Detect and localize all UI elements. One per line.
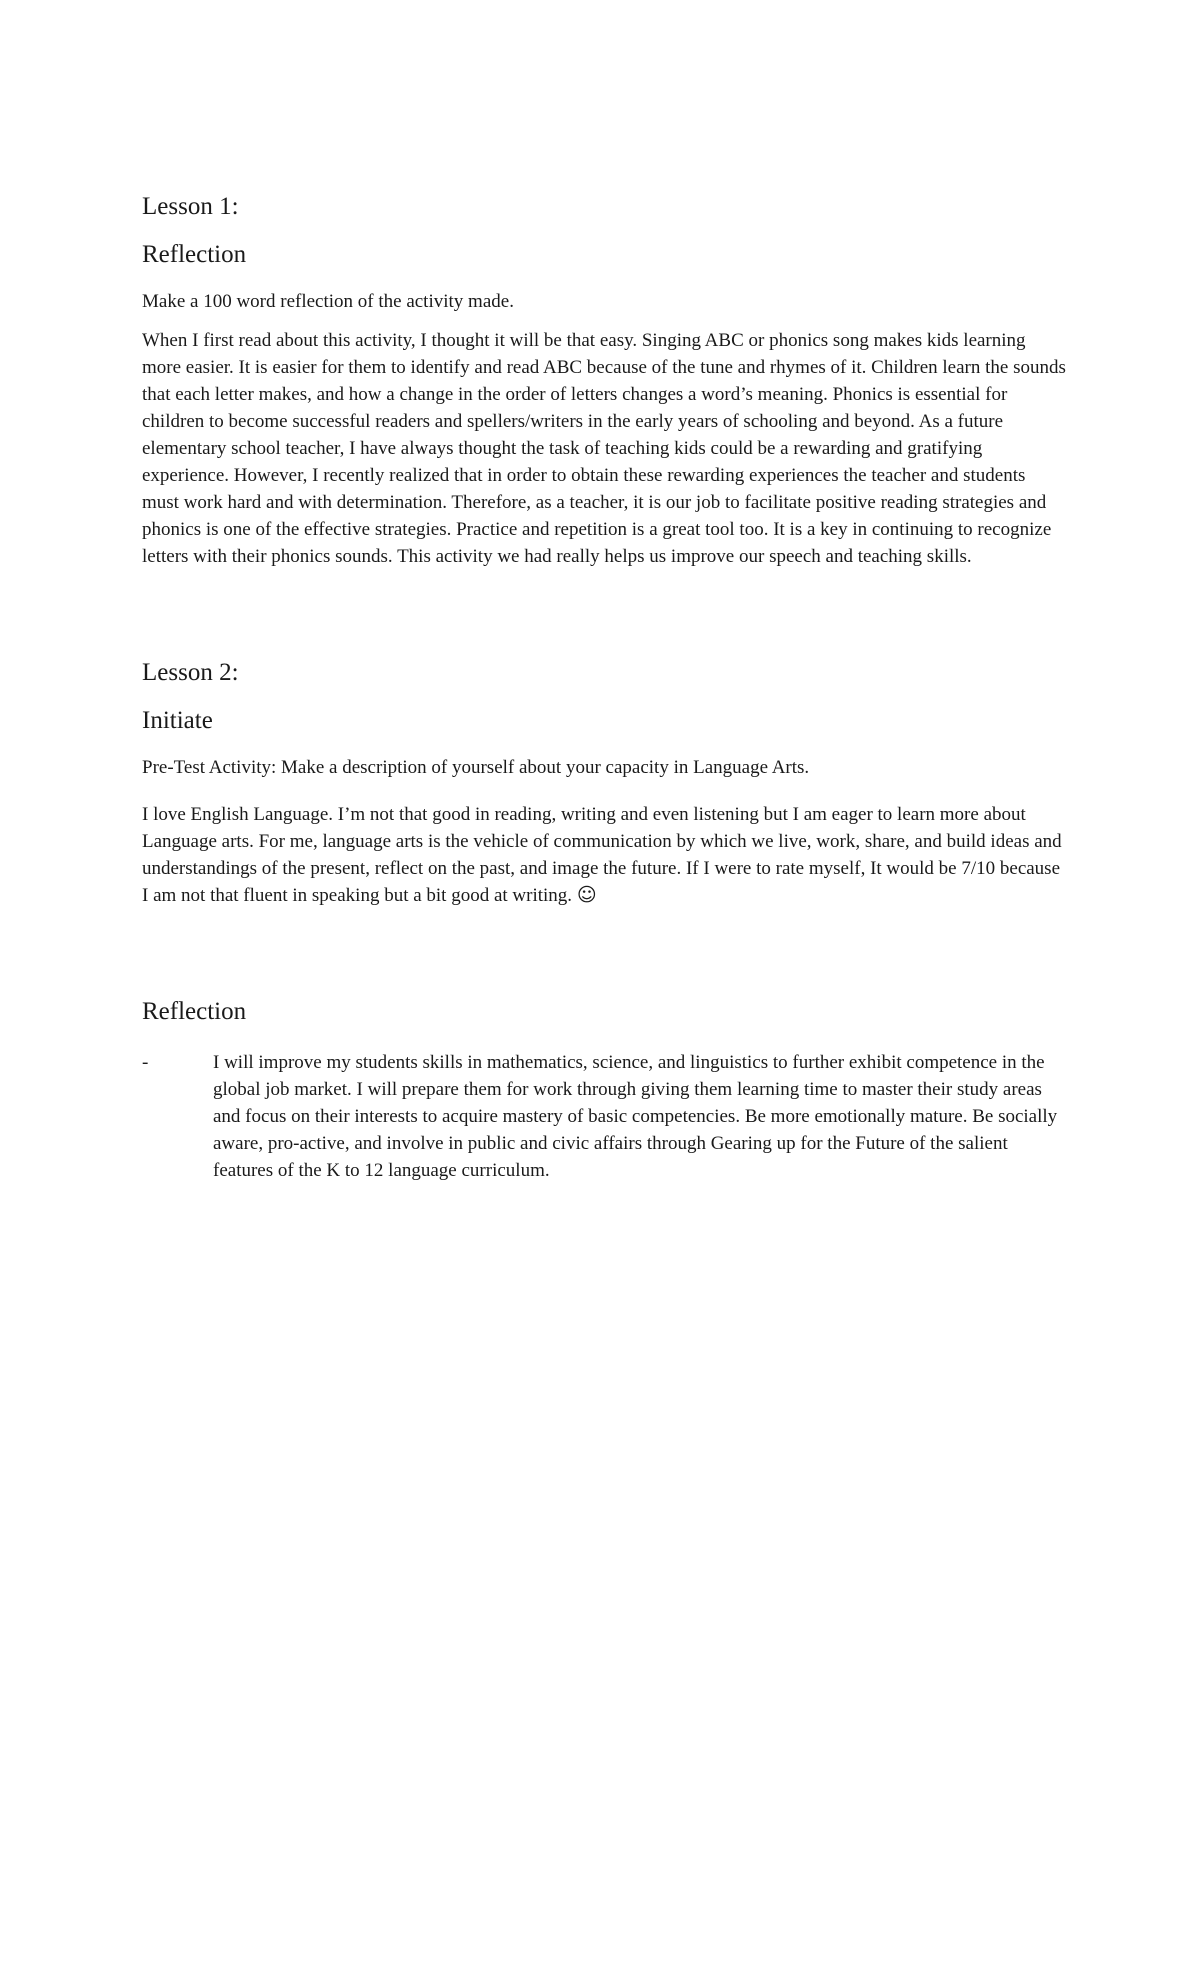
smiley-icon: ☺ <box>576 884 597 906</box>
lesson-2-reflection-body: I will improve my students skills in mathematics, science, and linguistics to further exhibit competence in the global job market. I will prepare them for work through giving them learning time to master their study areas and focus on their interests to acquire mastery of basic competencies. Be more emotionally mature. Be socially aware, pro-active, and involve in public and civic affairs through Gearing up for the Future of the salient features of the K to 12 language curriculum. <box>213 1052 1058 1181</box>
lesson-1-prompt: Make a 100 word reflection of the activity made. <box>142 291 514 312</box>
lesson-2-initiate-body <box>142 801 1067 909</box>
section-spacer <box>142 570 1067 656</box>
lesson-2-initiate-heading: Initiate <box>142 707 213 734</box>
bullet-dash: - <box>142 1052 149 1073</box>
lesson-1-title: Lesson 1: <box>142 193 239 220</box>
document-content <box>142 190 1067 1184</box>
lesson-1-reflection-heading: Reflection <box>142 241 247 268</box>
section-spacer <box>142 909 1067 995</box>
lesson-2-reflection-heading: Reflection <box>142 998 247 1025</box>
reflection-bullet-item <box>142 1049 1067 1184</box>
lesson-2-initiate-text: I love English Language. I’m not that good in reading, writing and even listening but I am eager to learn more about Language arts. For me, language arts is the vehicle of communication by which we live, work, share, and build ideas and understandings of the present, reflect on the past, and image the future. If I were to rate myself, It would be 7/10 because I am not that fluent in speaking but a bit good at writing. <box>142 804 1062 906</box>
lesson-1-reflection-body: When I first read about this activity, I thought it will be that easy. Singing ABC or phonics song makes kids learning more easier. It is easier for them to identify and read ABC because of the tune and rhymes of it. Children learn the sounds that each letter makes, and how a change in the order of letters changes a word’s meaning. Phonics is essential for children to become successful readers and spellers/writers in the early years of schooling and beyond. As a future elementary school teacher, I have always thought the task of teaching kids could be a rewarding and gratifying experience. However, I recently realized that in order to obtain these rewarding experiences the teacher and students must work hard and with determination. Therefore, as a teacher, it is our job to facilitate positive reading strategies and phonics is one of the effective strategies. Practice and repetition is a great tool too. It is a key in continuing to recognize letters with their phonics sounds. This activity we had really helps us improve our speech and teaching skills. <box>142 330 1066 567</box>
lesson-2-prompt: Pre-Test Activity: Make a description of yourself about your capacity in Language Arts. <box>142 757 810 778</box>
lesson-2-title: Lesson 2: <box>142 659 239 686</box>
